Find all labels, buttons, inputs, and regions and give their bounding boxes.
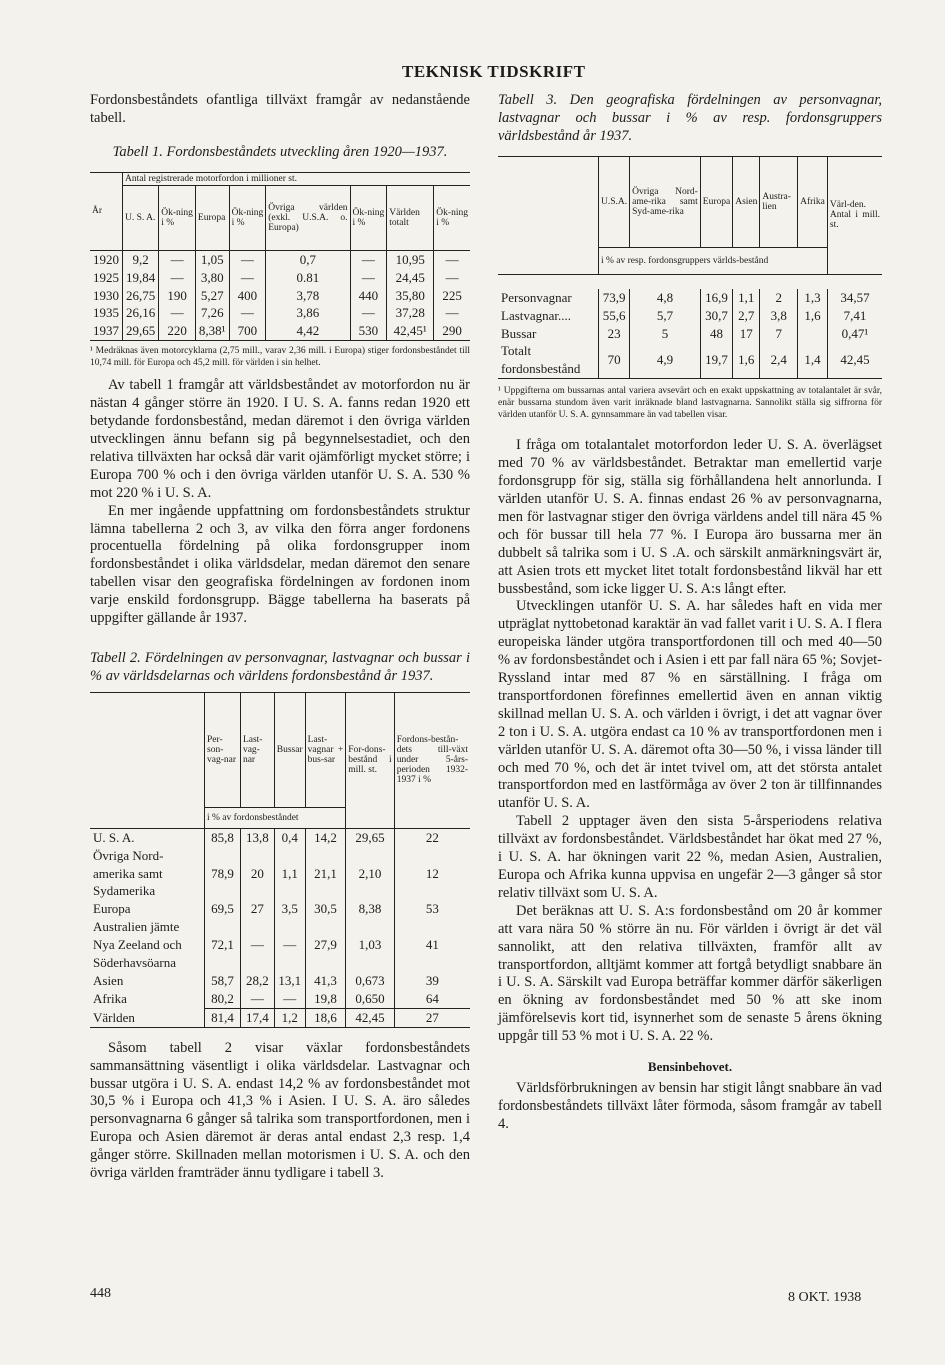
t1-col-ok4: Ök-ning i % [434,185,470,250]
t2-cell-name: Australien jämte Nya Zeeland och Söderhavsöarna [90,918,205,972]
t2-cell-p: 69,5 [205,900,241,918]
t1-cell-year: 1925 [90,269,123,287]
t2-row [90,972,470,990]
t2-cell-name: Asien [90,972,205,990]
t2-cell-l: 28,2 [240,972,274,990]
t2-cell-lb: 30,5 [305,900,346,918]
t3-cell-eur: 16,9 [700,289,732,307]
t2-cell-lb: 18,6 [305,1008,346,1027]
t3-cell-name: Lastvagnar.... [498,307,599,325]
t2-cell-p: 85,8 [205,828,241,846]
table3-footnote: ¹ Uppgifterna om bussarnas antal variera avsevärt och en exakt uppskattning av totalantalet är svår, enär bussarna stundom även varit inräknade bland lastvagnarna. Sannolikt ställa sig siffrorna för världen utanför U. S. A. gynnsammare än vad tabellen visar. [498,386,882,421]
t1-cell-eur_ok: — [229,269,266,287]
t3-cell-afr: 1,6 [798,307,828,325]
t2-cell-p: 78,9 [205,847,241,901]
t2-row [90,900,470,918]
t2-cell-f: 1,03 [346,918,394,972]
t1-cell-usa: 29,65 [123,322,159,340]
t3-cell-name: Totalt fordonsbestånd [498,342,599,378]
t2-cell-name: Övriga Nord-amerika samt Sydamerika [90,847,205,901]
t1-cell-ovr: 3,86 [266,304,350,322]
table1 [90,172,470,342]
t2-cell-lb: 21,1 [305,847,346,901]
t3-cell-ovr: 4,9 [630,342,701,378]
t3-row [498,325,882,343]
t2-cell-l: — [240,990,274,1008]
t3-cell-varld: 0,47¹ [841,325,869,341]
t1-col-varlden: Världen totalt [387,185,434,250]
page-number: 448 [90,1286,111,1301]
t2-cell-name: Afrika [90,990,205,1008]
t2-row [90,990,470,1008]
t1-cell-ovr_ok: 530 [350,322,387,340]
t2-col-person: Per-son-vag-nar [205,692,241,807]
t1-row [90,322,470,340]
table1-caption [90,144,470,162]
t2-cell-lb: 14,2 [305,828,346,846]
t1-row [90,250,470,268]
t3-col-group [498,156,599,274]
t1-cell-ovr_ok: — [350,304,387,322]
t2-cell-f: 8,38 [346,900,394,918]
t3-cell-usa: 55,6 [599,307,630,325]
t1-cell-eur_ok: 700 [229,322,266,340]
right-para5: Världsförbrukningen av bensin har stigit långt snabbare än vad fordonsbeståndets tillväxt låter förmoda, såsom framgår av tabell 4. [498,1079,882,1132]
t1-cell-ovr_ok: 440 [350,287,387,305]
t1-row [90,304,470,322]
t3-cell-varld: 42,45 [827,342,882,378]
section-title: Bensinbehovet. [647,1059,733,1075]
table2-caption [90,650,470,686]
t2-cell-t: 12 [425,865,439,881]
t1-cell-ovr: 4,42 [266,322,350,340]
t1-cell-usa_ok: — [159,304,196,322]
table1-footnote: ¹ Medräknas även motorcyklarna (2,75 mill., varav 2,36 mill. i Europa) stiger fordonsbeståndet till 10,74 mill. för Europa och 45,2 mill. för världen i sin helhet. [90,346,470,369]
t1-cell-usa_ok: — [159,269,196,287]
t1-col-usa: U. S. A. [123,185,159,250]
t1-cell-eur_ok: 400 [229,287,266,305]
table2-caption-label: Tabell 2. [90,649,141,666]
t2-cell-lb: 27,9 [305,918,346,972]
t1-cell-eur_ok: — [229,304,266,322]
t3-cell-afr: 1,3 [798,289,828,307]
t1-cell-tot: 24,45 [387,269,434,287]
t2-cell-name: Världen [90,1008,205,1027]
t3-col-afrika: Afrika [798,156,828,247]
t3-cell-asi: 17 [733,325,760,343]
right-para4: Det beräknas att U. S. A:s fordonsbestånd om 20 år kommer att vara nära 50 % större än nu. För världen i övrigt är det väl sannolikt, att den relativa tillväxten, framför allt av transportfordon, alltjämt kommer att fortgå betydligt snabbare än i U. S. A. Särskilt vad Europa beträffar kommer därför säkerligen en ökning av fordonsbeståndet med 50 % att ske inom jämförelsevis kort tid, isynnerhet som de senaste 5 årens ökning uppgår till 53 % mot i U. S. A. 22 %. [498,902,882,1045]
t1-cell-usa_ok: 190 [159,287,196,305]
t2-cell-l: 20 [240,847,274,901]
t3-col-asien: Asien [733,156,760,247]
t1-cell-tot: 42,45¹ [387,322,434,340]
right-column [498,92,882,1134]
t2-cell-t: 22 [425,829,439,845]
t3-cell-name: Personvagnar [498,289,599,307]
t1-cell-tot_ok: — [445,251,459,267]
t3-cell-aus: 2 [760,289,798,307]
t1-row [90,269,470,287]
t2-cell-l: — [240,918,274,972]
right-para2: Utvecklingen utanför U. S. A. har således haft en vida mer utpräglat nyttobetonad karaktär än vad fallet varit i U. S. A. I flera europeiska länder utgöra transportfordonen till och med 40—50 % av fordonsbeståndet och i Asien i ett par fall nära 65 %; Sovjet-Ryssland intar med 87 % en särställning. I fråga om transportfordonen förefinnes emellertid även en annan viktig skillnad mellan U. S. A. och världen i övrigt, i det att vagnar över 2 ton i U. S. A. utgöra endast ca 10 % av transportfordonen men i världen utanför U. S. A. däremot ofta 30—50 %, i vissa länder till och med 70 %, och det är intet tvivel om, att det största antalet transportfordon med en lastförmåga av över 2 ton är tillfinnandes utanför U. S. A. [498,598,882,812]
t1-cell-usa: 26,75 [123,287,159,305]
t1-cell-tot_ok: — [445,305,459,321]
t1-cell-ovr: 0,7 [266,250,350,268]
intro-paragraph: Fordonsbeståndets ofantliga tillväxt framgår av nedanstående tabell. [90,92,470,126]
t2-col-lastbuss: Last-vagnar + bus-sar [305,692,346,807]
t2-cell-name: Europa [90,900,205,918]
t1-cell-tot: 37,28 [387,304,434,322]
t2-row [90,1008,470,1027]
t2-cell-l: 13,8 [240,828,274,846]
t2-row [90,918,470,972]
right-para1: I fråga om totalantalet motorfordon leder U. S. A. överlägset med 70 % av världsbeståndet. Betraktar man emellertid varje fordonsgrupp för sig, ställa sig förhållandena helt annorlunda. I världen utanför U. S. A. finnas endast 26 % av personvagnarna, men för lastvagnar stiger den övriga världens andel till nära 45 % och för bussar till hela 77 %. I Europa äro bussarna mer än dubbelt så talrika som i U. S .A. och särskilt anmärkningsvärt är, att Asien trots ett mycket litet totalt fordonsbestånd likväl har ett bussbestånd, som icke ligger U. S. A:s långt efter. [498,437,882,597]
t3-row [498,289,882,307]
t3-row [498,342,882,378]
t2-cell-t: 27 [394,1008,470,1027]
table1-caption-text: Fordonsbeståndets utveckling åren 1920—1937. [166,143,448,160]
left-column [90,92,470,1183]
issue-date: 8 OKT. 1938 [788,1290,862,1305]
t1-cell-tot_ok: 290 [434,322,470,340]
t1-cell-eur_ok: — [229,250,266,268]
t3-cell-varld: 34,57 [840,289,870,305]
t1-col-ok1: Ök-ning i % [159,185,196,250]
t3-cell-ovr: 5 [630,325,701,343]
t3-cell-usa: 70 [599,342,630,378]
t3-cell-asi: 1,1 [733,289,760,307]
table2 [90,692,470,1028]
t1-cell-ovr: 0.81 [266,269,350,287]
t1-cell-year: 1920 [90,250,123,268]
t2-cell-t: 64 [425,990,439,1006]
t2-cell-b: 13,1 [274,972,305,990]
t3-cell-eur: 48 [700,325,732,343]
t2-col-fors: For-dons-bestånd i mill. st. [346,692,394,828]
t2-cell-b: 0,4 [274,828,305,846]
t1-cell-eur: 7,26 [195,304,229,322]
t3-cell-usa: 23 [599,325,630,343]
t1-cell-ovr: 3,78 [266,287,350,305]
t1-col-year: År [90,172,123,250]
t1-cell-eur: 3,80 [195,269,229,287]
t2-cell-f: 42,45 [346,1008,394,1027]
t1-group-header: Antal registrerade motorfordon i millioner st. [123,172,471,185]
t3-cell-aus: 3,8 [760,307,798,325]
t2-cell-p: 80,2 [205,990,241,1008]
t3-cell-ovr: 4,8 [630,289,701,307]
t1-cell-usa_ok: — [159,250,196,268]
table2-caption-text: Fördelningen av personvagnar, lastvagnar och bussar i % av världsdelarnas och världens fordonsbestånd år 1937. [90,649,470,684]
t2-cell-t: 39 [425,973,439,988]
t1-cell-eur: 8,38¹ [195,322,229,340]
t3-cell-usa: 73,9 [599,289,630,307]
t1-row [90,287,470,305]
t2-cell-p: 81,4 [205,1008,241,1027]
t2-cell-name: U. S. A. [90,828,205,846]
t3-col-europa: Europa [700,156,732,247]
t2-cell-l: 17,4 [240,1008,274,1027]
left-para3: Såsom tabell 2 visar växlar fordonsbeståndets sammansättning väsentligt i olika världsdelar. Lastvagnar och bussar utgöra i U. S. A. endast 14,2 % av fordonsbeståndet mot 30,5 % i Europa och 41,3 % i Asien. I U. S. A. äro således personvagnarna 6 gånger så talrika som transportfordonen, men i Europa och Asien däremot är deras antal endast 2,3 resp. 1,4 gånger större. Skillnaden mellan motorismen i U. S. A. och den övriga världen framträder ännu tydligare i tabell 3. [90,1039,470,1182]
t3-cell-name: Bussar [498,325,599,343]
t3-col-austr: Austra-lien [760,156,798,247]
t1-cell-tot_ok: 225 [442,287,462,303]
table1-caption-label: Tabell 1. [112,143,163,160]
t2-col-region [90,692,205,828]
t3-cell-varld: 7,41 [843,307,867,323]
t1-cell-eur: 5,27 [195,287,229,305]
t1-col-ok3: Ök-ning i % [350,185,387,250]
t3-subheader: i % av resp. fordonsgruppers världs-bestånd [599,247,828,274]
t1-cell-year: 1935 [90,304,123,322]
t1-cell-eur: 1,05 [195,250,229,268]
t2-col-last: Last-vag-nar [240,692,274,807]
t3-cell-asi: 2,7 [733,307,760,325]
t3-cell-afr: 1,4 [798,342,828,378]
t3-cell-aus: 7 [760,325,798,343]
t3-col-ovriga: Övriga Nord-ame-rika samt Syd-ame-rika [630,156,701,247]
t2-col-buss: Bussar [274,692,305,807]
t1-cell-tot: 10,95 [387,250,434,268]
t3-cell-asi: 1,6 [733,342,760,378]
t2-row [90,847,470,901]
left-para1: Av tabell 1 framgår att världsbeståndet av motorfordon nu är nästan 4 gånger större än 1920. I U. S. A. fanns redan 1920 ett betydande fordonsbestånd, medan däremot i den övriga världen utvecklingen ännu befann sig på begynnelsestadiet, och den relativa tillväxten har också där varit ojämförligt mycket större; i Europa 700 % och i den övriga världen utanför U. S. A. 530 % mot 220 % i U. S. A. [90,377,470,501]
t3-cell-afr [798,325,828,343]
t2-row [90,828,470,846]
t3-col-usa: U.S.A. [599,156,630,247]
t1-col-ok2: Ök-ning i % [229,185,266,250]
t1-cell-tot: 35,80 [387,287,434,305]
t2-cell-p: 72,1 [205,918,241,972]
t1-cell-year: 1937 [90,322,123,340]
t2-col-tillvaxt: Fordons-bestån-dets till-växt under 5-års-perioden 1932-1937 i % [394,692,470,828]
t3-cell-eur: 19,7 [700,342,732,378]
journal-title: TEKNISK TIDSKRIFT [402,62,586,81]
t1-col-europa: Europa [195,185,229,250]
t2-cell-b: 3,5 [274,900,305,918]
t2-cell-p: 58,7 [205,972,241,990]
t1-cell-usa_ok: 220 [159,322,196,340]
table3 [498,156,882,380]
t2-cell-b: — [274,990,305,1008]
t1-cell-year: 1930 [90,287,123,305]
t2-cell-t: 53 [425,901,439,917]
t2-cell-lb: 19,8 [305,990,346,1008]
left-para2: En mer ingående uppfattning om fordonsbeståndets struktur lämna tabellerna 2 och 3, av vilka den förra anger fordonens procentuella fördelning på olika fordonsgrupper inom fordonsbeståndet i olika världsdelar, medan däremot den senare tabellen visar den geografiska fördelningen av fordonen inom varje enskild fordonsgrupp. Bägge tabellerna ha baserats på uppgifter gällande år 1937. [90,502,470,627]
t1-cell-usa: 26,16 [123,304,159,322]
t1-cell-ovr_ok: — [350,250,387,268]
t2-cell-lb: 41,3 [305,972,346,990]
t3-cell-eur: 30,7 [700,307,732,325]
t2-cell-f: 2,10 [346,847,394,901]
t2-cell-f: 29,65 [346,828,394,846]
right-para3: Tabell 2 upptager även den sista 5-årsperiodens relativa tillväxt av fordonsbeståndet. Världsbeståndet har ökat med 27 %, i U. S. A. har ökningen varit 22 %, medan Asien, Australien, Europa och Afrika kunna uppvisa en ungefär 2—3 gånger så stor relativ tillväxt som U. S. A. [498,813,882,901]
t3-col-varld: Värl-den. Antal i mill. st. [827,156,882,274]
t2-cell-t: 41 [425,937,439,953]
t2-cell-l: 27 [240,900,274,918]
t1-col-ovriga: Övriga världen (exkl. U.S.A. o. Europa) [266,185,350,250]
table3-caption: Tabell 3. Den geografiska fördelningen av personvagnar, lastvagnar och bussar i % av resp. fordonsgruppers världsbestånd år 1937. [498,92,882,144]
t2-subheader: i % av fordonsbeståndet [205,807,346,828]
t3-row [498,307,882,325]
t2-cell-b: — [274,918,305,972]
t1-cell-usa: 19,84 [123,269,159,287]
t3-cell-aus: 2,4 [760,342,798,378]
t2-cell-f: 0,650 [346,990,394,1008]
t2-cell-b: 1,2 [274,1008,305,1027]
t3-cell-ovr: 5,7 [630,307,701,325]
t2-cell-b: 1,1 [274,847,305,901]
t1-cell-usa: 9,2 [123,250,159,268]
t1-cell-tot_ok: — [445,269,459,285]
t2-cell-f: 0,673 [346,972,394,990]
t1-cell-ovr_ok: — [350,269,387,287]
